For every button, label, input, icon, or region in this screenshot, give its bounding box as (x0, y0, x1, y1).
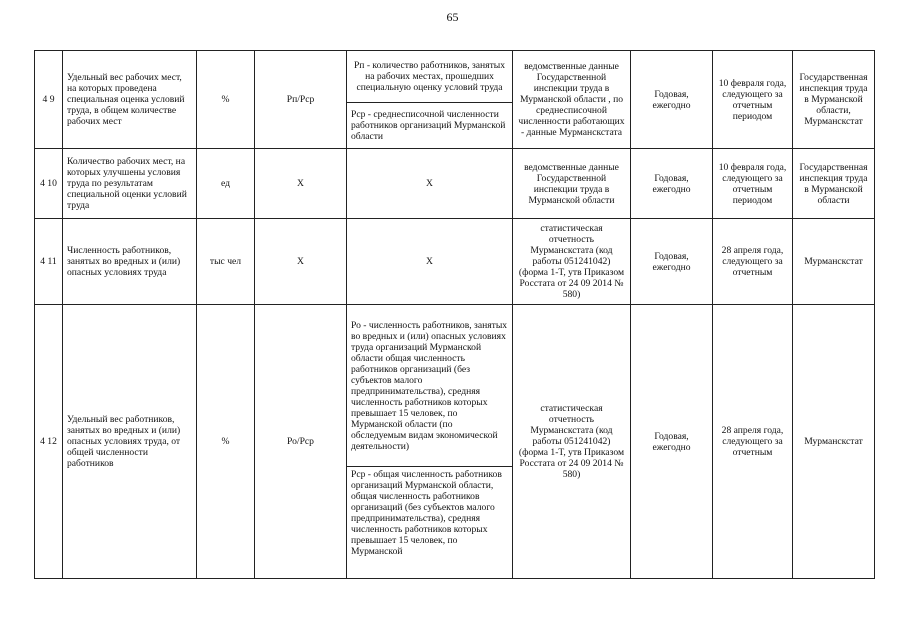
periodicity: Годовая, ежегодно (631, 219, 713, 305)
responsible: Мурманскстат (793, 219, 875, 305)
table-row (35, 51, 875, 103)
data-source: статистическая отчетность Мурманскстата (код работы 051241042) (форма 1-Т, утв Приказом Росстата от 24 09 2014 № 580) (513, 305, 631, 579)
page-number: 65 (446, 10, 459, 24)
row-number: 4 10 (35, 149, 63, 219)
deadline: 10 февраля года, следующего за отчетным периодом (713, 149, 793, 219)
responsible: Государственная инспекция труда в Мурманской области (793, 149, 875, 219)
data-source: ведомственные данные Государственной инспекции труда в Мурманской области , по среднесписочной численности работающих - данные Мурманскстата (513, 51, 631, 149)
indicator-name: Количество рабочих мест, на которых улучшены условия труда по результатам специальной оценки условий труда (63, 149, 197, 219)
formula: Ро/Рср (255, 305, 347, 579)
deadline: 28 апреля года, следующего за отчетным (713, 219, 793, 305)
responsible: Государственная инспекция труда в Мурманской области, Мурманскстат (793, 51, 875, 149)
definition: Рср - среднесписочной численности работников организаций Мурманской области (347, 103, 513, 149)
unit: ед (197, 149, 255, 219)
row-number: 4 9 (35, 51, 63, 149)
periodicity: Годовая, ежегодно (631, 51, 713, 149)
formula: Х (255, 149, 347, 219)
data-source: ведомственные данные Государственной инспекции труда в Мурманской области (513, 149, 631, 219)
deadline: 28 апреля года, следующего за отчетным (713, 305, 793, 579)
periodicity: Годовая, ежегодно (631, 305, 713, 579)
deadline: 10 февраля года, следующего за отчетным периодом (713, 51, 793, 149)
periodicity: Годовая, ежегодно (631, 149, 713, 219)
indicators-table (34, 50, 875, 579)
definition: Рп - количество работников, занятых на рабочих местах, прошедших специальную оценку условий труда (347, 51, 513, 103)
table-row (35, 149, 875, 219)
indicator-name: Удельный вес работников, занятых во вредных и (или) опасных условиях труда, от общей численности работников (63, 305, 197, 579)
formula: Х (255, 219, 347, 305)
unit: % (197, 51, 255, 149)
table-row (35, 305, 875, 467)
formula: Рп/Рср (255, 51, 347, 149)
unit: тыс чел (197, 219, 255, 305)
definition: Ро - численность работников, занятых во вредных и (или) опасных условиях труда организаций Мурманской области общая численность работников организаций (без субъектов малого предпринимательства), средняя численность работников которых превышает 15 человек, по Мурманской области (по обследуемым видам экономической деятельности) (347, 305, 513, 467)
row-number: 4 11 (35, 219, 63, 305)
unit: % (197, 305, 255, 579)
definition: Х (347, 219, 513, 305)
row-number: 4 12 (35, 305, 63, 579)
indicator-name: Удельный вес рабочих мест, на которых проведена специальная оценка условий труда, в общем количестве рабочих мест (63, 51, 197, 149)
definition: Х (347, 149, 513, 219)
data-source: статистическая отчетность Мурманскстата (код работы 051241042) (форма 1-Т, утв Приказом Росстата от 24 09 2014 № 580) (513, 219, 631, 305)
definition: Рср - общая численность работников организаций Мурманской области, общая численность работников организаций (без субъектов малого предпринимательства), средняя численность работников которых превышает 15 человек, по Мурманской (347, 467, 513, 579)
indicator-name: Численность работников, занятых во вредных и (или) опасных условиях труда (63, 219, 197, 305)
table-row (35, 219, 875, 305)
responsible: Мурманскстат (793, 305, 875, 579)
